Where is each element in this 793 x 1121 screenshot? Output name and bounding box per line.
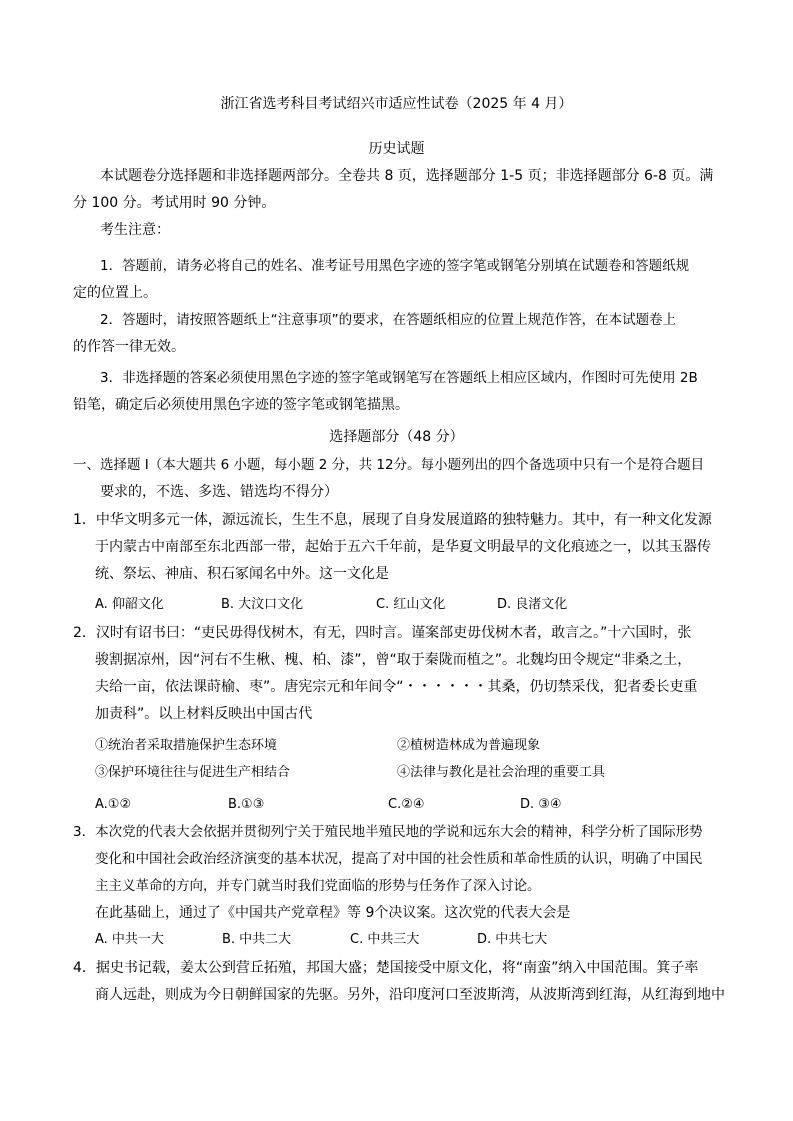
notice-item-2-line-2: 的作答一律无效。 xyxy=(73,339,185,355)
q3-option-d: D. 中共七大 xyxy=(477,932,548,947)
notice-item-3-line-1: 3．非选择题的答案必须使用黑色字迹的签字笔或钢笔写在答题纸上相应区域内，作图时可先使用 2B xyxy=(100,370,698,386)
exam-title: 浙江省选考科目考试绍兴市适应性试卷（2025 年 4 月） xyxy=(220,96,573,112)
q1-line-1: 1．中华文明多元一体，源远流长，生生不息，展现了自身发展道路的独特魅力。其中，有一种文化发源 xyxy=(73,512,712,528)
intro-line-2: 分 100 分。考试用时 90 分钟。 xyxy=(73,195,276,211)
q1-option-b: B. 大汶口文化 xyxy=(221,597,304,612)
q3-line-2: 变化和中国社会政治经济演变的基本状况，提高了对中国的社会性质和革命性质的认识，明确了中国民 xyxy=(95,851,703,867)
q2-line-1: 2．汉时有诏书曰：“吏民毋得伐树木，有无，四时言。谨案部吏毋伐树木者，敢言之。”十六国时，张 xyxy=(73,625,692,641)
q3-line-4: 在此基础上，通过了《中国共产党章程》等 9个决议案。这次党的代表大会是 xyxy=(95,905,571,921)
q4-line-1: 4．据史书记载，姜太公到营丘拓殖，邦国大盛；楚国接受中原文化，将“南蛮”纳入中国范围。箕子率 xyxy=(73,960,699,976)
q3-option-b: B. 中共二大 xyxy=(222,932,292,947)
notice-item-3-line-2: 铅笔，确定后必须使用黑色字迹的签字笔或钢笔描黑。 xyxy=(73,397,409,413)
notice-item-1-line-2: 定的位置上。 xyxy=(73,285,157,301)
q2-line-4: 加责科”。以上材料反映出中国古代 xyxy=(95,706,313,722)
notice-title: 考生注意： xyxy=(100,222,170,238)
q1-option-c: C. 红山文化 xyxy=(376,597,446,612)
q3-option-c: C. 中共三大 xyxy=(350,932,420,947)
q3-line-3: 主主义革命的方向，并专门就当时我们党面临的形势与任务作了深入讨论。 xyxy=(95,878,541,894)
q3-line-1: 3．本次党的代表大会依据并贯彻列宁关于殖民地半殖民地的学说和远东大会的精神，科学分析了国际形势 xyxy=(73,824,703,840)
section-title: 选择题部分（48 分） xyxy=(329,429,464,445)
q2-line-2: 骏割据凉州，因“河右不生楸、槐、柏、漆”，曾“取于秦陇而植之”。北魏均田令规定“非桑之土， xyxy=(95,652,692,668)
q2-statement-3: ③保护环境往往与促进生产相结合 xyxy=(95,765,291,780)
q2-statement-4: ④法律与教化是社会治理的重要工具 xyxy=(397,765,606,780)
q2-line-3: 夫给一亩，依法课莳榆、枣”。唐宪宗元和年间令“・・・・・・其桑，仍切禁采伐，犯者委长吏重 xyxy=(95,679,698,695)
q1-option-d: D. 良渚文化 xyxy=(497,597,568,612)
q1-option-a: A. 仰韶文化 xyxy=(95,597,164,612)
intro-line-1: 本试题卷分选择题和非选择题两部分。全卷共 8 页，选择题部分 1-5 页；非选择题部分 6-8 页。满 xyxy=(100,168,714,184)
section-heading-line-1: 一、选择题 I（本大题共 6 小题，每小题 2 分，共 12分。每小题列出的四个备选项中只有一个是符合题目 xyxy=(73,457,705,473)
q2-option-b: B.①③ xyxy=(228,797,265,812)
q2-option-d: D. ③④ xyxy=(520,797,562,812)
q2-statement-2: ②植树造林成为普遍现象 xyxy=(397,738,541,753)
q4-line-2: 商人远赴，则成为今日朝鲜国家的先驱。另外，沿印度河口至波斯湾，从波斯湾到红海，从红海到地中 xyxy=(95,987,725,1003)
q2-option-c: C.②④ xyxy=(388,797,425,812)
section-heading-line-2: 要求的，不选、多选、错选均不得分） xyxy=(100,484,338,500)
notice-item-1-line-1: 1．答题前，请务必将自己的姓名、准考证号用黑色字迹的签字笔或钢笔分别填在试题卷和答题纸规 xyxy=(100,258,690,274)
q2-option-a: A.①② xyxy=(95,797,132,812)
q1-line-3: 统、祭坛、神庙、积石冢闻名中外。这一文化是 xyxy=(95,566,389,582)
notice-item-2-line-1: 2．答题时，请按照答题纸上“注意事项”的要求，在答题纸相应的位置上规范作答，在本试题卷上 xyxy=(100,312,677,328)
q1-line-2: 于内蒙古中南部至东北西部一带，起始于五六千年前，是华夏文明最早的文化痕迹之一，以其玉器传 xyxy=(95,539,711,555)
q2-statement-1: ①统治者采取措施保护生态环境 xyxy=(95,738,278,753)
q3-option-a: A. 中共一大 xyxy=(95,932,164,947)
subject-title: 历史试题 xyxy=(368,141,425,157)
